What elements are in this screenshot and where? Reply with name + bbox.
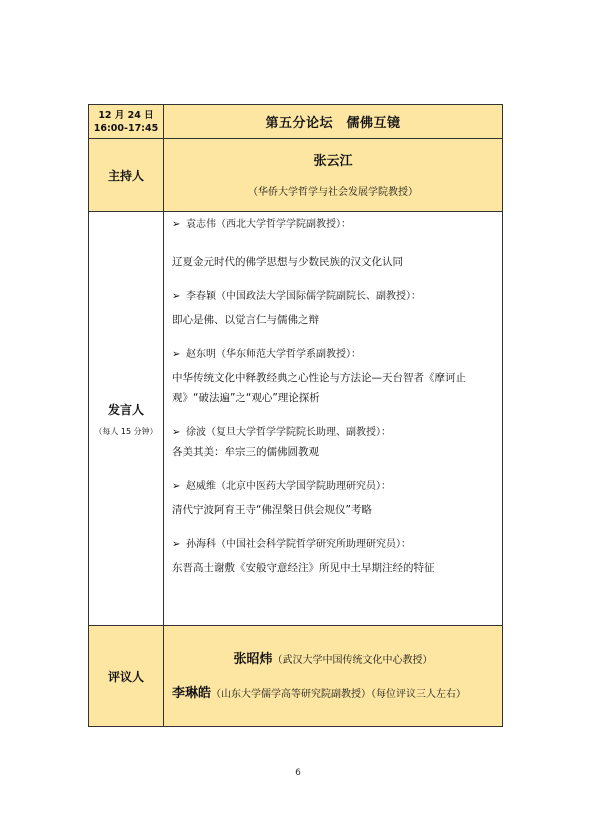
- speaker-item: [172, 348, 494, 408]
- discussant-affiliation: （山东大学儒学高等研究院副教授）（每位评议三人左右）: [211, 689, 467, 700]
- speaker-talk-title: 清代宁波阿育王寺“佛涅槃日供会规仪”考略: [172, 504, 372, 516]
- speaker-item: [172, 218, 494, 272]
- speaker-name-affiliation: 孙海科（中国社会科学院哲学研究所助理研究员）：: [186, 539, 411, 550]
- discussants-row: [89, 626, 503, 727]
- arrow-bullet-icon: ➢: [172, 349, 181, 360]
- host-row: [89, 139, 503, 212]
- forum-schedule-table: [88, 104, 503, 727]
- host-name: 张云江: [313, 154, 353, 169]
- speaker-talk-title: 辽夏金元时代的佛学思想与少数民族的汉文化认同: [172, 256, 403, 268]
- speakers-time-note: （每人 15 分钟）: [94, 426, 158, 436]
- discussants-cell: [164, 626, 503, 727]
- speaker-talk-title: 各美其美：牟宗三的儒佛圆教观: [172, 446, 319, 458]
- host-affiliation: （华侨大学哲学与社会发展学院教授）: [248, 187, 418, 198]
- header-row: [89, 105, 503, 139]
- discussants-label: 评议人: [107, 669, 144, 684]
- date-time-cell: [89, 105, 164, 139]
- speaker-talk-title: 中华传统文化中释教经典之心性论与方法论—天台智者《摩诃止观》“破法遍”之“观心”理论探析: [172, 372, 466, 404]
- speakers-row: [89, 212, 503, 626]
- discussant-affiliation: （武汉大学中国传统文化中心教授）: [272, 655, 433, 666]
- host-label: 主持人: [107, 168, 144, 183]
- host-info-cell: [164, 139, 503, 212]
- speakers-list-cell: [164, 212, 503, 626]
- arrow-bullet-icon: ➢: [172, 219, 181, 230]
- session-date: 12 月 24 日: [98, 109, 154, 121]
- discussants-label-cell: [89, 626, 164, 727]
- arrow-bullet-icon: ➢: [172, 539, 181, 550]
- speaker-item: [172, 480, 494, 520]
- speakers-label-cell: [89, 212, 164, 626]
- speakers-list: [164, 212, 502, 588]
- arrow-bullet-icon: ➢: [172, 427, 181, 438]
- discussant-item: [172, 651, 494, 669]
- forum-title-cell: [164, 105, 503, 139]
- speaker-name-affiliation: 袁志伟（西北大学哲学学院副教授）：: [186, 219, 351, 230]
- arrow-bullet-icon: ➢: [172, 481, 181, 492]
- speaker-name-affiliation: 赵威维（北京中医药大学国学院助理研究员）：: [186, 481, 391, 492]
- speaker-talk-title: 东晋高士谢敷《安般守意经注》所见中土早期注经的特征: [172, 562, 435, 574]
- speaker-name-affiliation: 徐波（复旦大学哲学学院院长助理、副教授）：: [186, 427, 391, 438]
- discussant-name: 李琳皓: [172, 686, 212, 701]
- discussants-list: [164, 641, 502, 711]
- forum-title: 第五分论坛 儒佛互镜: [265, 116, 401, 131]
- speaker-talk-title: 即心是佛、以觉言仁与儒佛之辩: [172, 314, 319, 326]
- session-time: 16:00-17:45: [93, 122, 159, 134]
- speakers-label: 发言人: [107, 402, 144, 417]
- page-number: 6: [295, 768, 301, 778]
- host-label-cell: [89, 139, 164, 212]
- speaker-item: [172, 290, 494, 330]
- discussant-item: [172, 685, 494, 703]
- speaker-item: [172, 538, 494, 578]
- speaker-name-affiliation: 李春颖（中国政法大学国际儒学院副院长、副教授）：: [186, 291, 421, 302]
- arrow-bullet-icon: ➢: [172, 291, 181, 302]
- speaker-item: [172, 426, 494, 462]
- speaker-name-affiliation: 赵东明（华东师范大学哲学系副教授）：: [186, 349, 361, 360]
- discussant-name: 张昭炜: [233, 652, 273, 667]
